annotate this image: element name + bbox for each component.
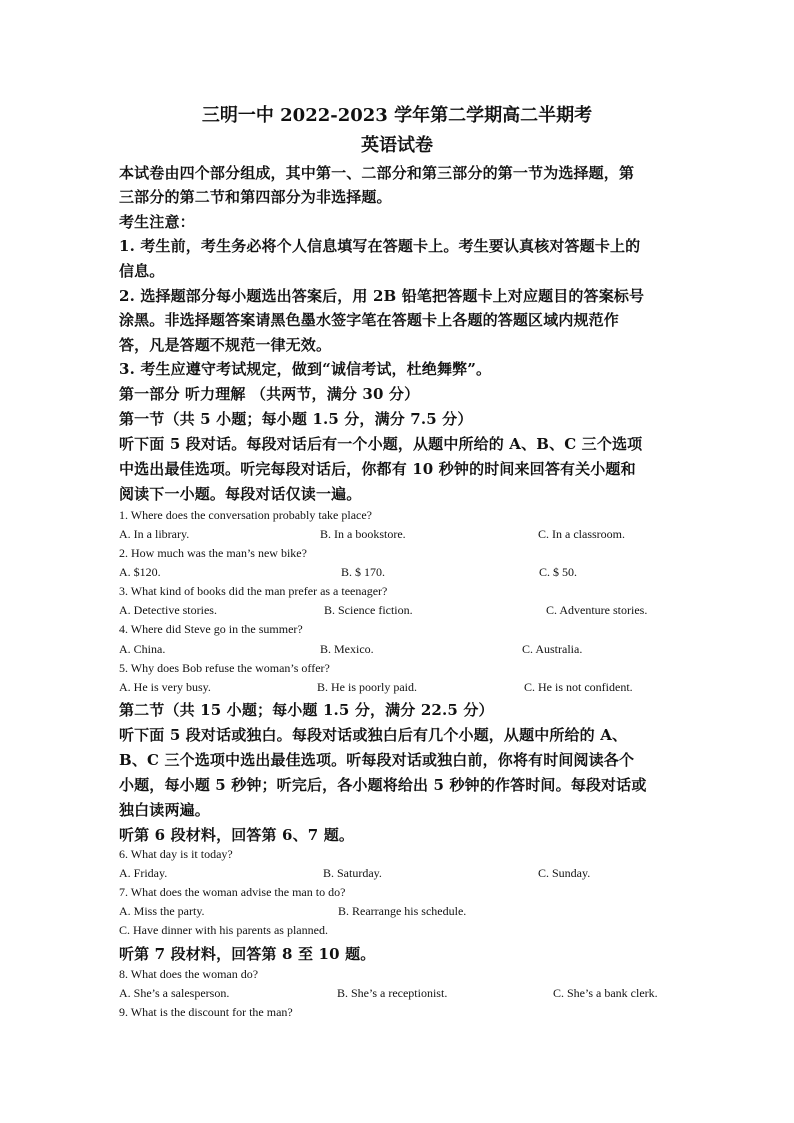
- notice-line: 3. 考生应遵守考试规定，做到“诚信考试，杜绝舞弊”。: [119, 360, 492, 378]
- option-a: A. In a library.: [119, 527, 190, 541]
- question-stem: 9. What is the discount for the man?: [119, 1005, 293, 1019]
- option-c: C. Sunday.: [538, 866, 591, 880]
- option-a: A. $120.: [119, 565, 161, 579]
- notice-line: 答，凡是答题不规范一律无效。: [119, 336, 332, 354]
- question-stem: 8. What does the woman do?: [119, 967, 259, 981]
- section2-instruction: B、C 三个选项中选出最佳选项。听每段对话或独白前，你将有时间阅读各个: [119, 751, 635, 769]
- option-c: C. In a classroom.: [538, 527, 625, 541]
- option-a: A. China.: [119, 642, 166, 656]
- intro-line: 本试卷由四个部分组成，其中第一、二部分和第三部分的第一节为选择题，第: [119, 164, 635, 182]
- option-a: A. Friday.: [119, 866, 168, 880]
- question-stem: 1. Where does the conversation probably take place?: [119, 508, 373, 522]
- part1-heading: 第一部分 听力理解 （共两节，满分 30 分）: [119, 385, 420, 403]
- section1-instruction: 阅读下一小题。每段对话仅读一遍。: [119, 485, 362, 503]
- option-a: A. Detective stories.: [119, 603, 217, 617]
- option-b: B. Rearrange his schedule.: [338, 904, 467, 918]
- question-stem: 6. What day is it today?: [119, 847, 233, 861]
- option-b: B. Mexico.: [320, 642, 374, 656]
- option-a: A. Miss the party.: [119, 904, 205, 918]
- notice-line: 信息。: [119, 262, 165, 280]
- notice-title: 考生注意：: [119, 213, 195, 231]
- section1-heading: 第一节（共 5 小题；每小题 1.5 分，满分 7.5 分）: [119, 410, 473, 428]
- exam-title: 三明一中 2022-2023 学年第二学期高二半期考: [201, 105, 593, 126]
- notice-line: 2. 选择题部分每小题选出答案后，用 2B 铅笔把答题卡上对应题目的答案标号: [119, 287, 645, 305]
- option-b: B. She’s a receptionist.: [337, 986, 448, 1000]
- section2-instruction: 小题，每小题 5 秒钟；听完后，各小题将给出 5 秒钟的作答时间。每段对话或: [119, 776, 647, 794]
- question-stem: 3. What kind of books did the man prefer as a teenager?: [119, 584, 388, 598]
- material-heading: 听第 6 段材料，回答第 6、7 题。: [119, 826, 355, 844]
- notice-line: 涂黑。非选择题答案请黑色墨水签字笔在答题卡上各题的答题区域内规范作: [119, 311, 619, 329]
- option-c: C. Adventure stories.: [546, 603, 648, 617]
- section1-instruction: 听下面 5 段对话。每段对话后有一个小题，从题中所给的 A、B、C 三个选项: [119, 435, 643, 453]
- section2-instruction: 独白读两遍。: [119, 801, 210, 819]
- exam-subtitle: 英语试卷: [361, 135, 433, 156]
- option-b: B. Saturday.: [323, 866, 382, 880]
- material-heading: 听第 7 段材料，回答第 8 至 10 题。: [119, 945, 376, 963]
- intro-line: 三部分的第二节和第四部分为非选择题。: [119, 188, 392, 206]
- option-b: B. Science fiction.: [324, 603, 413, 617]
- option-c: C. $ 50.: [539, 565, 578, 579]
- section1-instruction: 中选出最佳选项。听完每段对话后，你都有 10 秒钟的时间来回答有关小题和: [119, 460, 636, 478]
- option-a: A. She’s a salesperson.: [119, 986, 230, 1000]
- option-b: B. In a bookstore.: [320, 527, 406, 541]
- option-c: C. Have dinner with his parents as planned.: [119, 923, 328, 937]
- question-stem: 5. Why does Bob refuse the woman’s offer?: [119, 661, 330, 675]
- option-b: B. He is poorly paid.: [317, 680, 417, 694]
- option-c: C. She’s a bank clerk.: [553, 986, 658, 1000]
- option-a: A. He is very busy.: [119, 680, 211, 694]
- option-b: B. $ 170.: [341, 565, 386, 579]
- question-stem: 7. What does the woman advise the man to do?: [119, 885, 346, 899]
- option-c: C. Australia.: [522, 642, 583, 656]
- question-stem: 4. Where did Steve go in the summer?: [119, 622, 303, 636]
- question-stem: 2. How much was the man’s new bike?: [119, 546, 307, 560]
- section2-heading: 第二节（共 15 小题；每小题 1.5 分，满分 22.5 分）: [119, 701, 494, 719]
- notice-line: 1. 考生前，考生务必将个人信息填写在答题卡上。考生要认真核对答题卡上的: [119, 237, 641, 255]
- option-c: C. He is not confident.: [524, 680, 633, 694]
- section2-instruction: 听下面 5 段对话或独白。每段对话或独白后有几个小题，从题中所给的 A、: [119, 726, 628, 744]
